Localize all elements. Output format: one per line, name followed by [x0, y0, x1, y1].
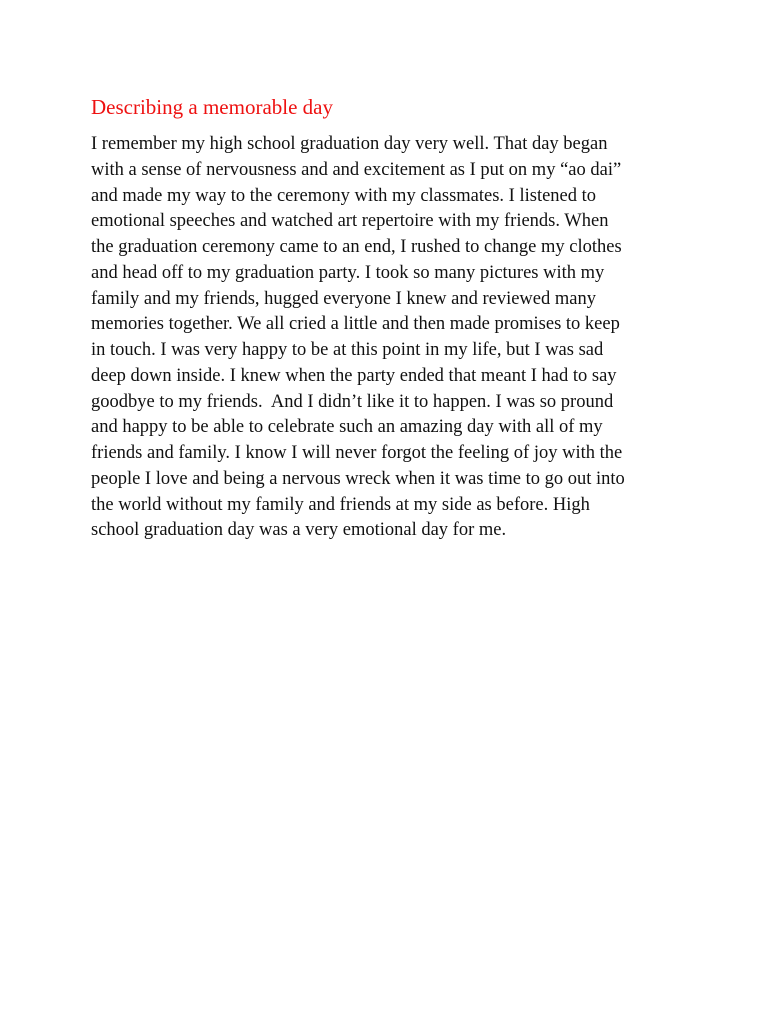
body-line: friends and family. I know I will never forgot the feeling of joy with the	[91, 443, 623, 463]
body-line: goodbye to my friends. And I didn’t like it to happen. I was so pround	[91, 391, 614, 412]
body-line: with a sense of nervousness and and excitement as I put on my “ao dai”	[91, 159, 622, 180]
body-line: and made my way to the ceremony with my classmates. I listened to	[91, 185, 597, 206]
body-line: memories together. We all cried a little and then made promises to keep	[91, 314, 620, 335]
body-line: the world without my family and friends at my side as before. High	[91, 494, 590, 515]
body-line: school graduation day was a very emotional day for me.	[91, 520, 507, 541]
document-body-paragraph	[91, 132, 625, 544]
body-line: deep down inside. I knew when the party ended that meant I had to say	[91, 365, 617, 386]
body-line: family and my friends, hugged everyone I knew and reviewed many	[91, 288, 596, 309]
body-line: and happy to be able to celebrate such an amazing day with all of my	[91, 417, 603, 438]
body-line: I remember my high school graduation day very well. That day began	[91, 134, 608, 154]
body-line: in touch. I was very happy to be at this point in my life, but I was sad	[91, 340, 604, 360]
body-line: and head off to my graduation party. I took so many pictures with my	[91, 262, 605, 283]
body-line: the graduation ceremony came to an end, I rushed to change my clothes	[91, 237, 622, 257]
body-line: emotional speeches and watched art repertoire with my friends. When	[91, 211, 609, 232]
document-title: Describing a memorable day	[91, 95, 333, 119]
body-line: people I love and being a nervous wreck when it was time to go out into	[91, 468, 625, 489]
